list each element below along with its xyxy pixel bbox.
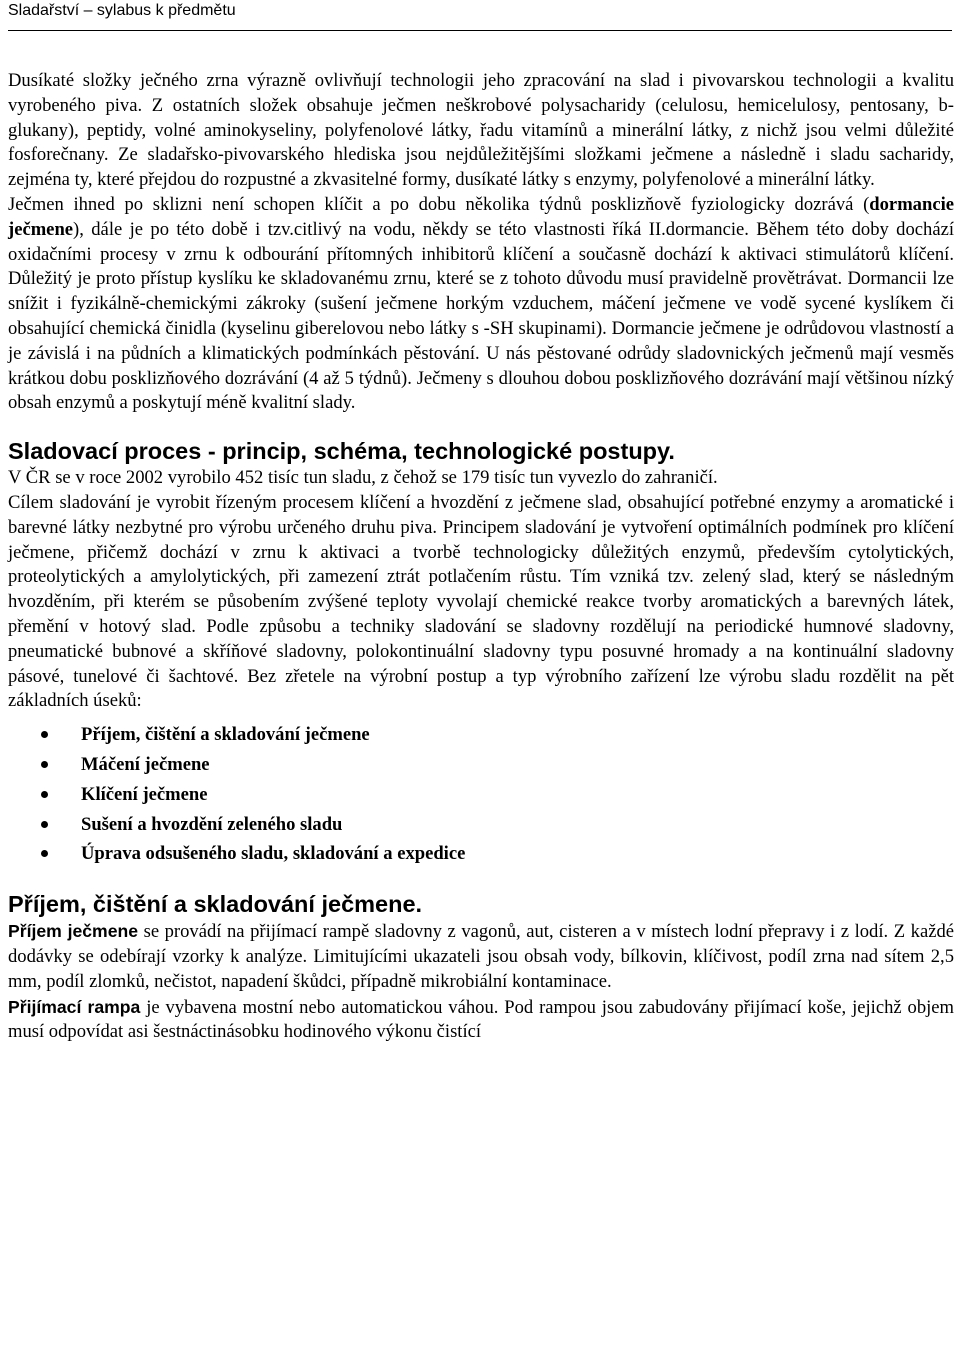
paragraph-malting-goal: Cílem sladování je vyrobit řízeným procesem klíčení a hvozdění z ječmene slad, obsahující potřebné enzymy a aromatické i barevné látky nezbytné pro výrobu určeného druhu piva. Principem sladování je vytvoření optimálních podmínek pro klíčení ječmene, přičemž dochází v zrnu k aktivaci a tvorbě technologicky důležitých enzymů, především cytolytických, proteolytických a amylolytických, při zamezení ztrát potlačením růstu. Tím vzniká tzv. zelený slad, který se následným hvozděním, při kterém se působením zvýšené teploty vyvolají chemické reakce tvorby aromatických a barevných látek, přemění v hotový slad. Podle způsobu a techniky sladování se sladovny rozdělují na periodické humnové sladovny, pneumatické bubnové a skříňové sladovny, polokontinuální sladovny typu posuvné hromady a na kontinuální sladovny pásové, tunelové či šachtové. Bez zřetele na výrobní postup a typ výrobního zařízení lze výrobu sladu rozdělit na pět základních úseků: (8, 491, 954, 712)
page-header (8, 0, 952, 31)
heading-malting-process: Sladovací proces - princip, schéma, technologické postupy. (8, 438, 675, 465)
heading-barley-intake: Příjem, čištění a skladování ječmene. (8, 891, 423, 918)
bullet-icon (41, 731, 48, 738)
list-item: Sušení a hvozdění zeleného sladu (8, 810, 954, 840)
barley-intake-text: se provádí na přijímací rampě sladovny z vagonů, aut, cisteren a v místech lodní přepravy i z lodí. Z každé dodávky se odebírají vzorky k analýze. Limitujícími ukazateli jsou obsah vody, bílkovin, klíčivost, podíl zrna nad sítem 2,5 mm, podíl zlomků, nečistot, napadení škůdci, případně mikrobiální kontaminace. (8, 921, 954, 992)
bullet-icon (41, 821, 48, 828)
document-body (8, 69, 954, 1045)
dormancy-term: dormancie ječmene (8, 193, 954, 240)
bullet-icon (41, 791, 48, 798)
dormancy-text-a: Ječmen ihned po sklizni není schopen klíčit a po dobu několika týdnů posklizňově fyziologicky dozrává ( (8, 193, 870, 215)
barley-intake-term: Příjem ječmene (8, 921, 139, 942)
list-item: Úprava odsušeného sladu, skladování a expedice (8, 839, 954, 869)
list-item: Klíčení ječmene (8, 780, 954, 810)
dormancy-text-b: ), dále je po této době i tzv.citlivý na vodu, někdy se této vlastnosti říká II.dormancie. Během této doby dochází oxidačními procesy v zrnu k odbourání přítomných inhibitorů klíčení a současně dochází k aktivaci stimulátorů klíčení. Důležitý je proto přístup kyslíku ke skladovanému zrnu, které se z tohoto důvodu musí pravidelně provětrávat. Dormancii lze snížit i fyzikálně-chemickými zákroky (sušení ječmene horkým vzduchem, máčení ječmene ve vodě sycené kyslíkem či obsahující chemická činidla (kyselinu giberelovou nebo látky s -SH skupinami). Dormancie ječmene je odrůdovou vlastností a je závislá i na půdních a klimatických podmínkách pěstování. U nás pěstované odrůdy sladovnických ječmenů mají vesměs krátkou dobu posklizňového dozrávání (4 až 5 týdnů). Ječmeny s dlouhou dobou posklizňového dozrávání mají většinou nízký obsah enzymů a poskytují méně kvalitní slady. (8, 218, 954, 414)
receiving-ramp-term: Přijímací rampa (8, 996, 141, 1017)
bullet-icon (41, 850, 48, 857)
list-item: Příjem, čištění a skladování ječmene (8, 720, 954, 750)
paragraph-receiving-ramp (8, 995, 954, 1046)
paragraph-production-stats: V ČR se v roce 2002 vyrobilo 452 tisíc tun sladu, z čehož se 179 tisíc tun vyvezlo do zahraničí. (8, 467, 718, 489)
paragraph-barley-intake (8, 919, 954, 994)
receiving-ramp-text: je vybavena mostní nebo automatickou váhou. Pod rampou jsou zabudovány přijímací koše, jejichž objem musí odpovídat asi šestnáctinásobku hodinového výkonu čistící (8, 996, 954, 1043)
paragraph-composition: Dusíkaté složky ječného zrna výrazně ovlivňují technologii jeho zpracování na slad i pivovarskou technologii a kvalitu vyrobeného piva. Z ostatních složek obsahuje ječmen neškrobové polysacharidy (celulosu, hemicelulosy, pentosany, b-glukany), peptidy, volné aminokyseliny, polyfenolové látky, řadu vitamínů a minerální látky, z nichž jsou velmi důležité fosforečnany. Ze sladařsko-pivovarského hlediska jsou nejdůležitějšími složkami ječmene a následně i sladu sacharidy, zejména ty, které přejdou do rozpustné a zkvasitelné formy, dusíkaté látky s enzymy, polyfenolové a minerální látky. (8, 70, 954, 191)
paragraph-dormancy (8, 193, 954, 416)
bullet-icon (41, 761, 48, 768)
list-item: Máčení ječmene (8, 750, 954, 780)
malting-stages-list (8, 720, 954, 869)
header-title: Sladařství – sylabus k předmětu (8, 2, 236, 19)
